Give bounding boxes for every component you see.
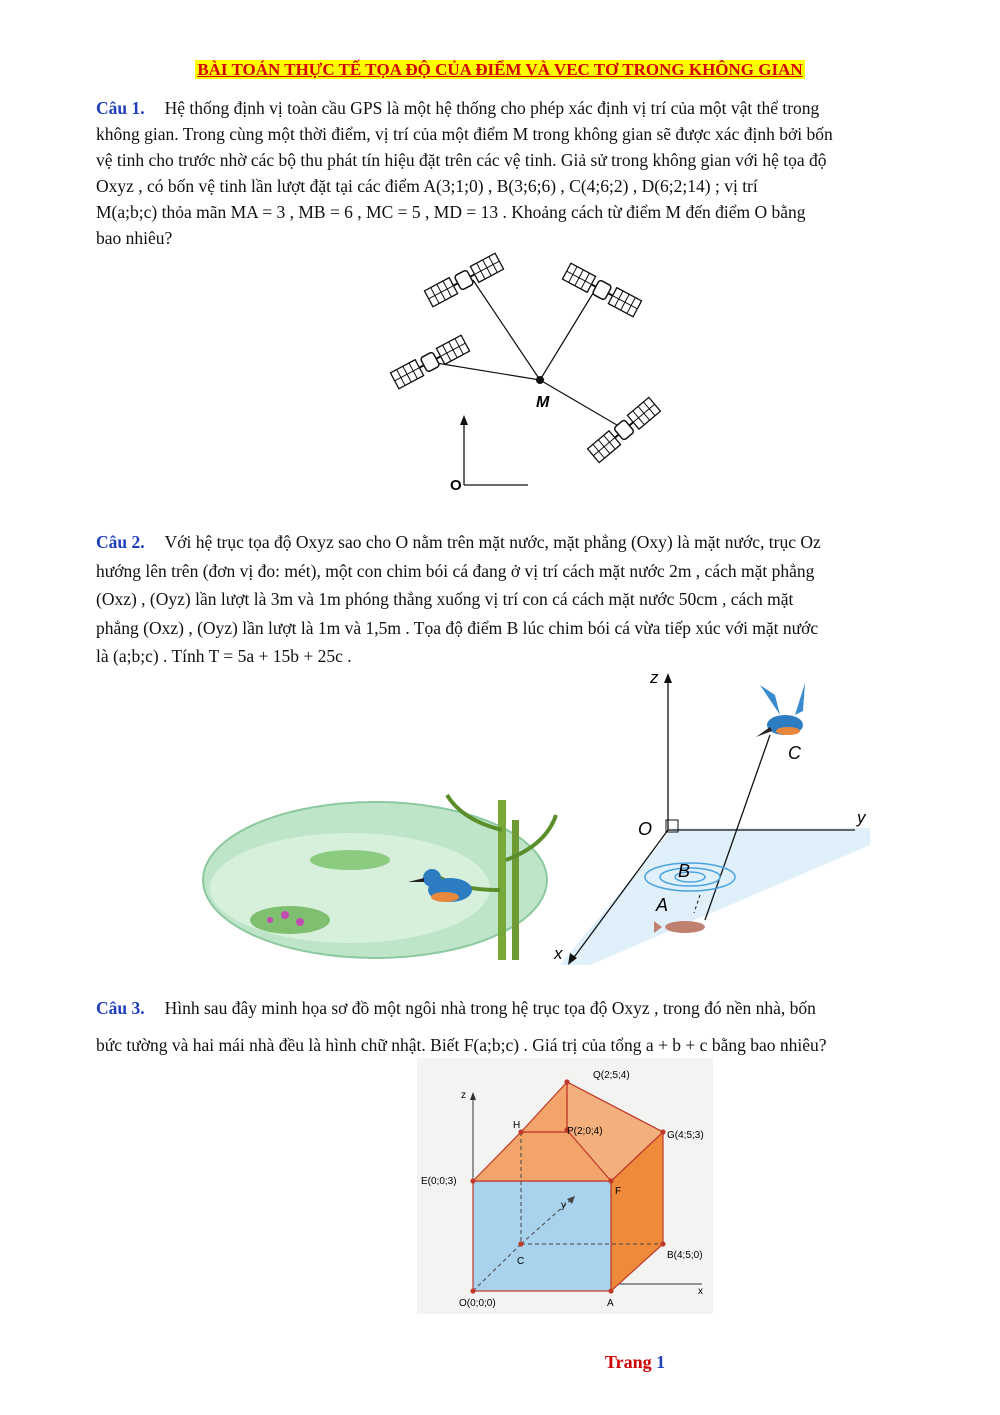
q2-line-4: phẳng (Oxz) , (Oyz) lần lượt là 1m và 1,5m . Tọa độ điểm B lúc chim bói cá vừa tiếp xúc với mặt nước bbox=[96, 617, 819, 638]
q2-line-3: (Oxz) , (Oyz) lần lượt là 3m và 1m phóng thẳng xuống vị trí con cá cách mặt nước 50cm , cách mặt bbox=[96, 589, 794, 609]
point-a-label: A bbox=[656, 895, 669, 915]
footer-label: Trang bbox=[604, 1352, 652, 1372]
house-axis-x: x bbox=[698, 1286, 703, 1297]
q2-line-1: Với hệ trục tọa độ Oxyz sao cho O nằm trên mặt nước, mặt phẳng (Oxy) là mặt nước, trục Oz bbox=[164, 532, 821, 552]
house-point-h: H bbox=[513, 1120, 521, 1131]
question-3 bbox=[96, 990, 956, 1064]
point-m bbox=[536, 376, 544, 384]
satellite-icon bbox=[424, 253, 503, 306]
point-c-label: C bbox=[788, 743, 801, 763]
satellite-figure bbox=[380, 250, 680, 515]
label-o: O bbox=[450, 477, 462, 494]
question-3-label: Câu 3. bbox=[96, 998, 145, 1018]
q1-line-2: không gian. Trong cùng một thời điểm, vị trí của một điểm M trong không gian sẽ được xác định bởi bốn bbox=[96, 124, 833, 144]
satellite-icon bbox=[562, 263, 641, 316]
satellite-icon bbox=[390, 335, 469, 388]
label-m: M bbox=[536, 394, 550, 411]
satellite-icon bbox=[588, 397, 661, 462]
house-point-f: F bbox=[615, 1186, 622, 1197]
axis-z-label: z bbox=[650, 668, 659, 687]
q1-line-6: bao nhiêu? bbox=[96, 228, 173, 248]
kingfisher-icon bbox=[756, 683, 805, 737]
q1-line-1: Hệ thống định vị toàn cầu GPS là một hệ thống cho phép xác định vị trí của một vật thể trong bbox=[164, 98, 820, 118]
page-title: BÀI TOÁN THỰC TẾ TỌA ĐỘ CỦA ĐIỂM VÀ VEC TƠ TRONG KHÔNG GIAN bbox=[197, 60, 803, 79]
house-point-a: A bbox=[607, 1298, 614, 1309]
question-2-label: Câu 2. bbox=[96, 532, 145, 552]
house-point-b: B(4;5;0) bbox=[667, 1250, 703, 1261]
house-point-q: Q(2;5;4) bbox=[593, 1070, 630, 1081]
point-b-label: B bbox=[678, 861, 691, 881]
house-point-e: E(0;0;3) bbox=[421, 1176, 457, 1187]
axis-x-label: x bbox=[554, 944, 563, 963]
question-1-label: Câu 1. bbox=[96, 98, 145, 118]
q1-line-3: vệ tinh cho trước nhờ các bộ thu phát tín hiệu đặt trên các vệ tinh. Giả sử trong không gian với hệ tọa độ bbox=[96, 150, 827, 170]
q3-line-2: bức tường và hai mái nhà đều là hình chữ nhật. Biết F(a;b;c) . Giá trị của tổng a + b + c bằng bao nhiêu? bbox=[96, 1035, 827, 1055]
page-number: 1 bbox=[656, 1352, 666, 1372]
q2-line-2: hướng lên trên (đơn vị đo: mét), một con chim bói cá đang ở vị trí cách mặt nước 2m , cách mặt phẳng bbox=[96, 560, 815, 581]
house-figure bbox=[417, 1058, 713, 1314]
q1-line-5: M(a;b;c) thỏa mãn MA = 3 , MB = 6 , MC = 5 , MD = 13 . Khoảng cách từ điểm M đến điểm O bằng bbox=[96, 202, 806, 222]
pond-illustration bbox=[200, 770, 560, 970]
house-point-p: P(2;0;4) bbox=[567, 1126, 603, 1137]
question-2 bbox=[96, 528, 956, 671]
house-point-g: G(4;5;3) bbox=[667, 1130, 704, 1141]
question-1 bbox=[96, 95, 956, 251]
coordinate-figure bbox=[550, 665, 870, 975]
house-axis-y: y bbox=[561, 1200, 566, 1211]
house-point-o: O(0;0;0) bbox=[459, 1298, 496, 1309]
axis-y-label: y bbox=[857, 808, 866, 827]
house-axis-z: z bbox=[461, 1090, 466, 1101]
origin-label: O bbox=[638, 819, 653, 839]
q3-line-1: Hình sau đây minh họa sơ đồ một ngôi nhà trong hệ trục tọa độ Oxyz , trong đó nền nhà, bốn bbox=[164, 998, 816, 1018]
page-footer bbox=[0, 1352, 1000, 1373]
q2-line-5: là (a;b;c) . Tính T = 5a + 15b + 25c . bbox=[96, 646, 352, 666]
q1-line-4: Oxyz , có bốn vệ tinh lần lượt đặt tại các điểm A(3;1;0) , B(3;6;6) , C(4;6;2) , D(6;2;14) ; vị trí bbox=[96, 176, 758, 196]
house-point-c: C bbox=[517, 1256, 525, 1267]
